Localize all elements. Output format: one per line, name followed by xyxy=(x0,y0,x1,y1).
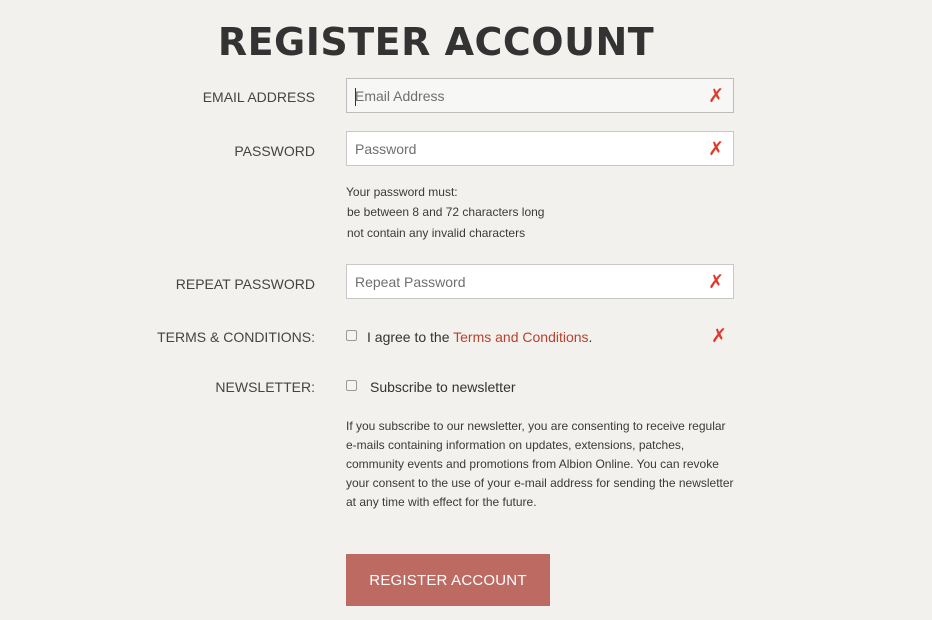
email-error-x-icon: ✗ xyxy=(708,85,724,107)
terms-label: TERMS & CONDITIONS: xyxy=(157,329,315,345)
email-input[interactable] xyxy=(347,79,687,112)
text-caret xyxy=(355,88,356,106)
newsletter-checkbox-label[interactable]: Subscribe to newsletter xyxy=(370,379,516,395)
newsletter-consent-note: If you subscribe to our newsletter, you are consenting to receive regular e-mails containing information on updates, extensions, patches, community events and promotions from Albion Online. You can revoke your consent to the use of your e-mail address for sending the newsletter at any time with effect for the future. xyxy=(346,419,734,509)
newsletter-label: NEWSLETTER: xyxy=(215,379,315,395)
repeat-password-error-x-icon: ✗ xyxy=(708,271,724,293)
email-field-box xyxy=(346,78,734,113)
newsletter-checkbox[interactable] xyxy=(346,380,357,391)
terms-text-after: . xyxy=(588,329,593,345)
repeat-password-field-box xyxy=(346,264,734,299)
password-requirements-heading: Your password must: xyxy=(346,185,458,199)
terms-checkbox[interactable] xyxy=(346,330,357,341)
password-input[interactable] xyxy=(347,132,687,165)
email-label: EMAIL ADDRESS xyxy=(202,89,315,105)
register-account-button[interactable]: REGISTER ACCOUNT xyxy=(346,554,550,606)
repeat-password-input[interactable] xyxy=(347,265,687,298)
password-label: PASSWORD xyxy=(234,143,315,159)
page-title: REGISTER ACCOUNT xyxy=(217,20,655,64)
terms-text xyxy=(367,329,592,345)
terms-text-before: I agree to the xyxy=(367,329,454,345)
password-requirement-length: be between 8 and 72 characters long xyxy=(347,205,545,219)
repeat-password-label: REPEAT PASSWORD xyxy=(175,276,315,292)
password-requirement-chars: not contain any invalid characters xyxy=(347,226,526,240)
terms-error-x-icon: ✗ xyxy=(711,325,727,347)
password-field-box xyxy=(346,131,734,166)
terms-link[interactable]: Terms and Conditions xyxy=(453,329,589,345)
password-error-x-icon: ✗ xyxy=(708,138,724,160)
